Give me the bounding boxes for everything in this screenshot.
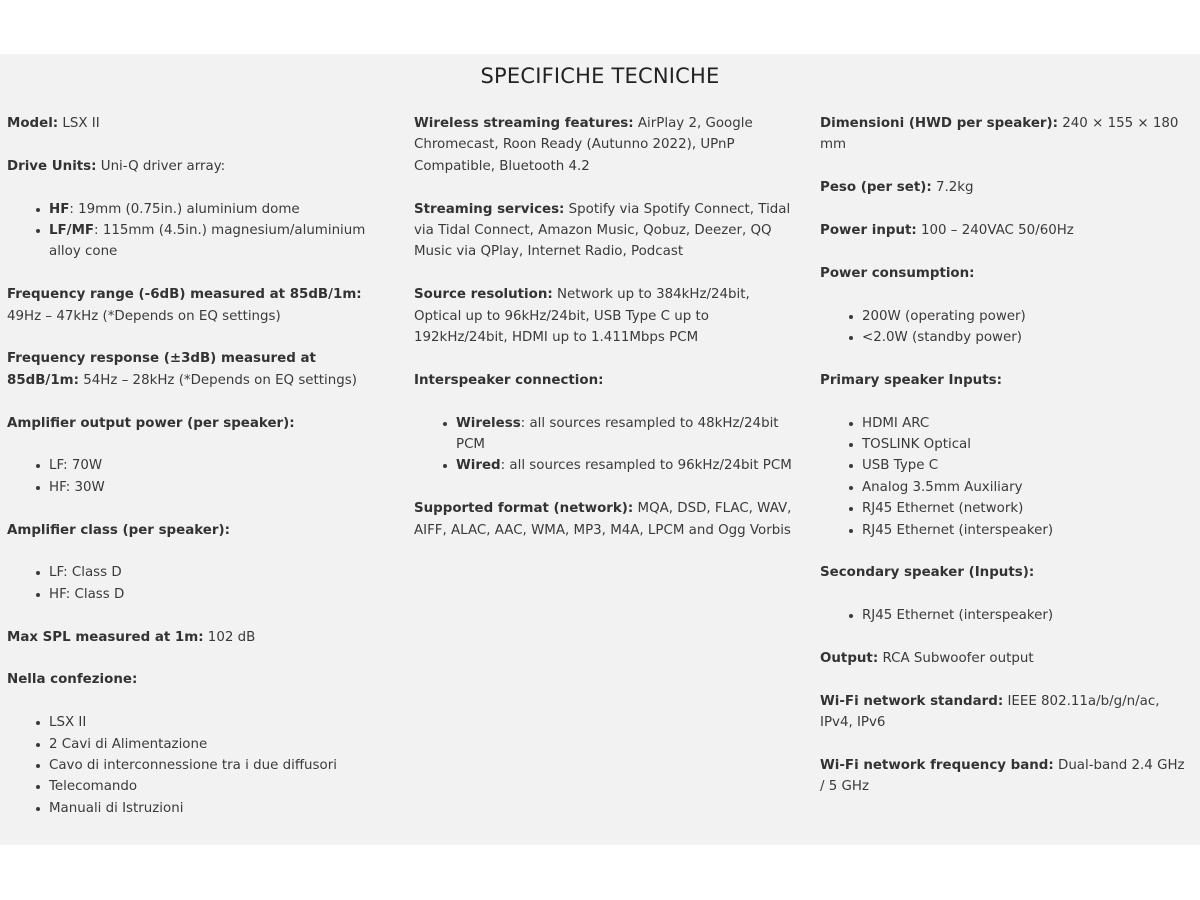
spec-power-consumption: [820, 263, 1188, 284]
spec-label: Wireless streaming features:: [414, 116, 634, 131]
spec-box-contents: [7, 669, 391, 690]
specs-column-1: [7, 113, 391, 841]
list-item: RJ45 Ethernet (network): [862, 498, 1188, 519]
item-value: : 19mm (0.75in.) aluminium dome: [69, 201, 300, 217]
interspeaker-list: [414, 413, 798, 477]
list-item: HDMI ARC: [862, 413, 1188, 434]
spec-frequency-range: [7, 284, 391, 327]
spec-label: Frequency range (-6dB) measured at 85dB/1m:: [7, 287, 362, 303]
spec-value: 54Hz – 28kHz (*Depends on EQ settings): [78, 372, 357, 388]
spec-value: 7.2kg: [931, 180, 974, 196]
spec-amplifier-class: [7, 520, 391, 541]
primary-inputs-list: [820, 413, 1188, 541]
list-item: 200W (operating power): [862, 306, 1188, 327]
amplifier-power-list: [7, 455, 391, 498]
list-item: Manuali di Istruzioni: [49, 798, 391, 819]
spec-label: Supported format (network):: [414, 501, 634, 517]
spec-output: [820, 648, 1188, 669]
spec-label: Interspeaker connection:: [414, 372, 604, 388]
list-item: TOSLINK Optical: [862, 434, 1188, 455]
item-label: Wired: [456, 458, 501, 474]
item-value: : 115mm (4.5in.) magnesium/aluminium alloy cone: [49, 223, 366, 260]
spec-value: MQA, DSD, FLAC, WAV, AIFF, ALAC, AAC, WMA, MP3, M4A, LPCM and Ogg Vorbis: [414, 501, 792, 538]
spec-model: [7, 113, 391, 134]
spec-label: Amplifier class (per speaker):: [7, 522, 230, 538]
spec-value: Spotify via Spotify Connect, Tidal via Tidal Connect, Amazon Music, Qobuz, Deezer, QQ Music via QPlay, Internet Radio, Podcast: [414, 201, 791, 260]
spec-amplifier-power: [7, 413, 391, 434]
secondary-inputs-list: [820, 605, 1188, 626]
spec-wireless-streaming: [414, 113, 798, 177]
list-item: Analog 3.5mm Auxiliary: [862, 477, 1188, 498]
item-label: Wireless: [456, 415, 521, 431]
spec-label: Model:: [7, 116, 59, 131]
spec-max-spl: [7, 627, 391, 648]
spec-source-resolution: [414, 284, 798, 348]
amplifier-class-list: [7, 562, 391, 605]
spec-label: Power input:: [820, 223, 917, 238]
list-item: 2 Cavi di Alimentazione: [49, 734, 391, 755]
list-item: LF: Class D: [49, 562, 391, 583]
list-item: <2.0W (standby power): [862, 327, 1188, 348]
spec-drive-units: [7, 156, 391, 177]
spec-wifi-standard: [820, 691, 1188, 734]
list-item: [49, 220, 391, 263]
spec-label: Max SPL measured at 1m:: [7, 629, 204, 645]
spec-secondary-inputs: [820, 562, 1188, 583]
spec-label: Secondary speaker (Inputs):: [820, 565, 1035, 581]
drive-units-list: [7, 199, 391, 263]
spec-dimensions: [820, 113, 1188, 156]
item-label: HF: [49, 201, 70, 217]
list-item: RJ45 Ethernet (interspeaker): [862, 520, 1188, 541]
spec-label: Output:: [820, 651, 879, 667]
spec-value: Uni-Q driver array:: [96, 158, 226, 174]
spec-value: AirPlay 2, Google Chromecast, Roon Ready (Autunno 2022), UPnP Compatible, Bluetooth 4.2: [414, 116, 753, 174]
power-consumption-list: [820, 306, 1188, 349]
spec-label: Drive Units:: [7, 158, 97, 174]
list-item: Telecomando: [49, 776, 391, 797]
list-item: Cavo di interconnessione tra i due diffusori: [49, 755, 391, 776]
spec-weight: [820, 177, 1188, 198]
box-contents-list: [7, 712, 391, 819]
spec-label: Wi-Fi network standard:: [820, 693, 1004, 709]
spec-label: Amplifier output power (per speaker):: [7, 415, 295, 431]
spec-value: IEEE 802.11a/b/g/n/ac, IPv4, IPv6: [820, 693, 1160, 731]
spec-value: Network up to 384kHz/24bit, Optical up to 96kHz/24bit, USB Type C up to 192kHz/24bit, HDMI up to 1.411Mbps PCM: [414, 287, 750, 346]
spec-supported-format: [414, 498, 798, 541]
list-item: USB Type C: [862, 455, 1188, 476]
specs-column-2: [414, 113, 798, 562]
spec-label: Frequency response (±3dB) measured at 85dB/1m:: [7, 351, 316, 388]
item-label: LF/MF: [49, 223, 95, 238]
list-item: [456, 455, 798, 476]
spec-value: 102 dB: [203, 629, 256, 645]
spec-label: Primary speaker Inputs:: [820, 372, 1002, 388]
list-item: HF: Class D: [49, 584, 391, 605]
spec-value: LSX II: [58, 116, 100, 131]
list-item: LSX II: [49, 712, 391, 733]
item-value: : all sources resampled to 48kHz/24bit PCM: [456, 415, 779, 453]
spec-label: Nella confezione:: [7, 672, 138, 688]
spec-value: Dual-band 2.4 GHz / 5 GHz: [820, 758, 1185, 795]
spec-label: Power consumption:: [820, 265, 975, 281]
specs-column-3: [820, 113, 1188, 819]
spec-interspeaker: [414, 370, 798, 391]
spec-label: Wi-Fi network frequency band:: [820, 758, 1054, 774]
spec-frequency-response: [7, 348, 391, 391]
spec-value: 240 × 155 × 180 mm: [820, 116, 1179, 153]
page-title: SPECIFICHE TECNICHE: [480, 64, 720, 88]
spec-wifi-band: [820, 755, 1188, 798]
spec-value: 100 – 240VAC 50/60Hz: [916, 223, 1074, 238]
spec-primary-inputs: [820, 370, 1188, 391]
list-item: [49, 199, 391, 220]
spec-value: 49Hz – 47kHz (*Depends on EQ settings): [7, 308, 281, 324]
spec-label: Dimensioni (HWD per speaker):: [820, 116, 1059, 131]
list-item: LF: 70W: [49, 455, 391, 476]
spec-streaming-services: [414, 199, 798, 263]
list-item: RJ45 Ethernet (interspeaker): [862, 605, 1188, 626]
spec-label: Streaming services:: [414, 201, 565, 217]
spec-label: Peso (per set):: [820, 180, 932, 196]
list-item: [456, 413, 798, 456]
list-item: HF: 30W: [49, 477, 391, 498]
spec-power-input: [820, 220, 1188, 241]
spec-value: RCA Subwoofer output: [878, 651, 1034, 667]
spec-label: Source resolution:: [414, 287, 553, 303]
item-value: : all sources resampled to 96kHz/24bit PCM: [500, 458, 792, 474]
